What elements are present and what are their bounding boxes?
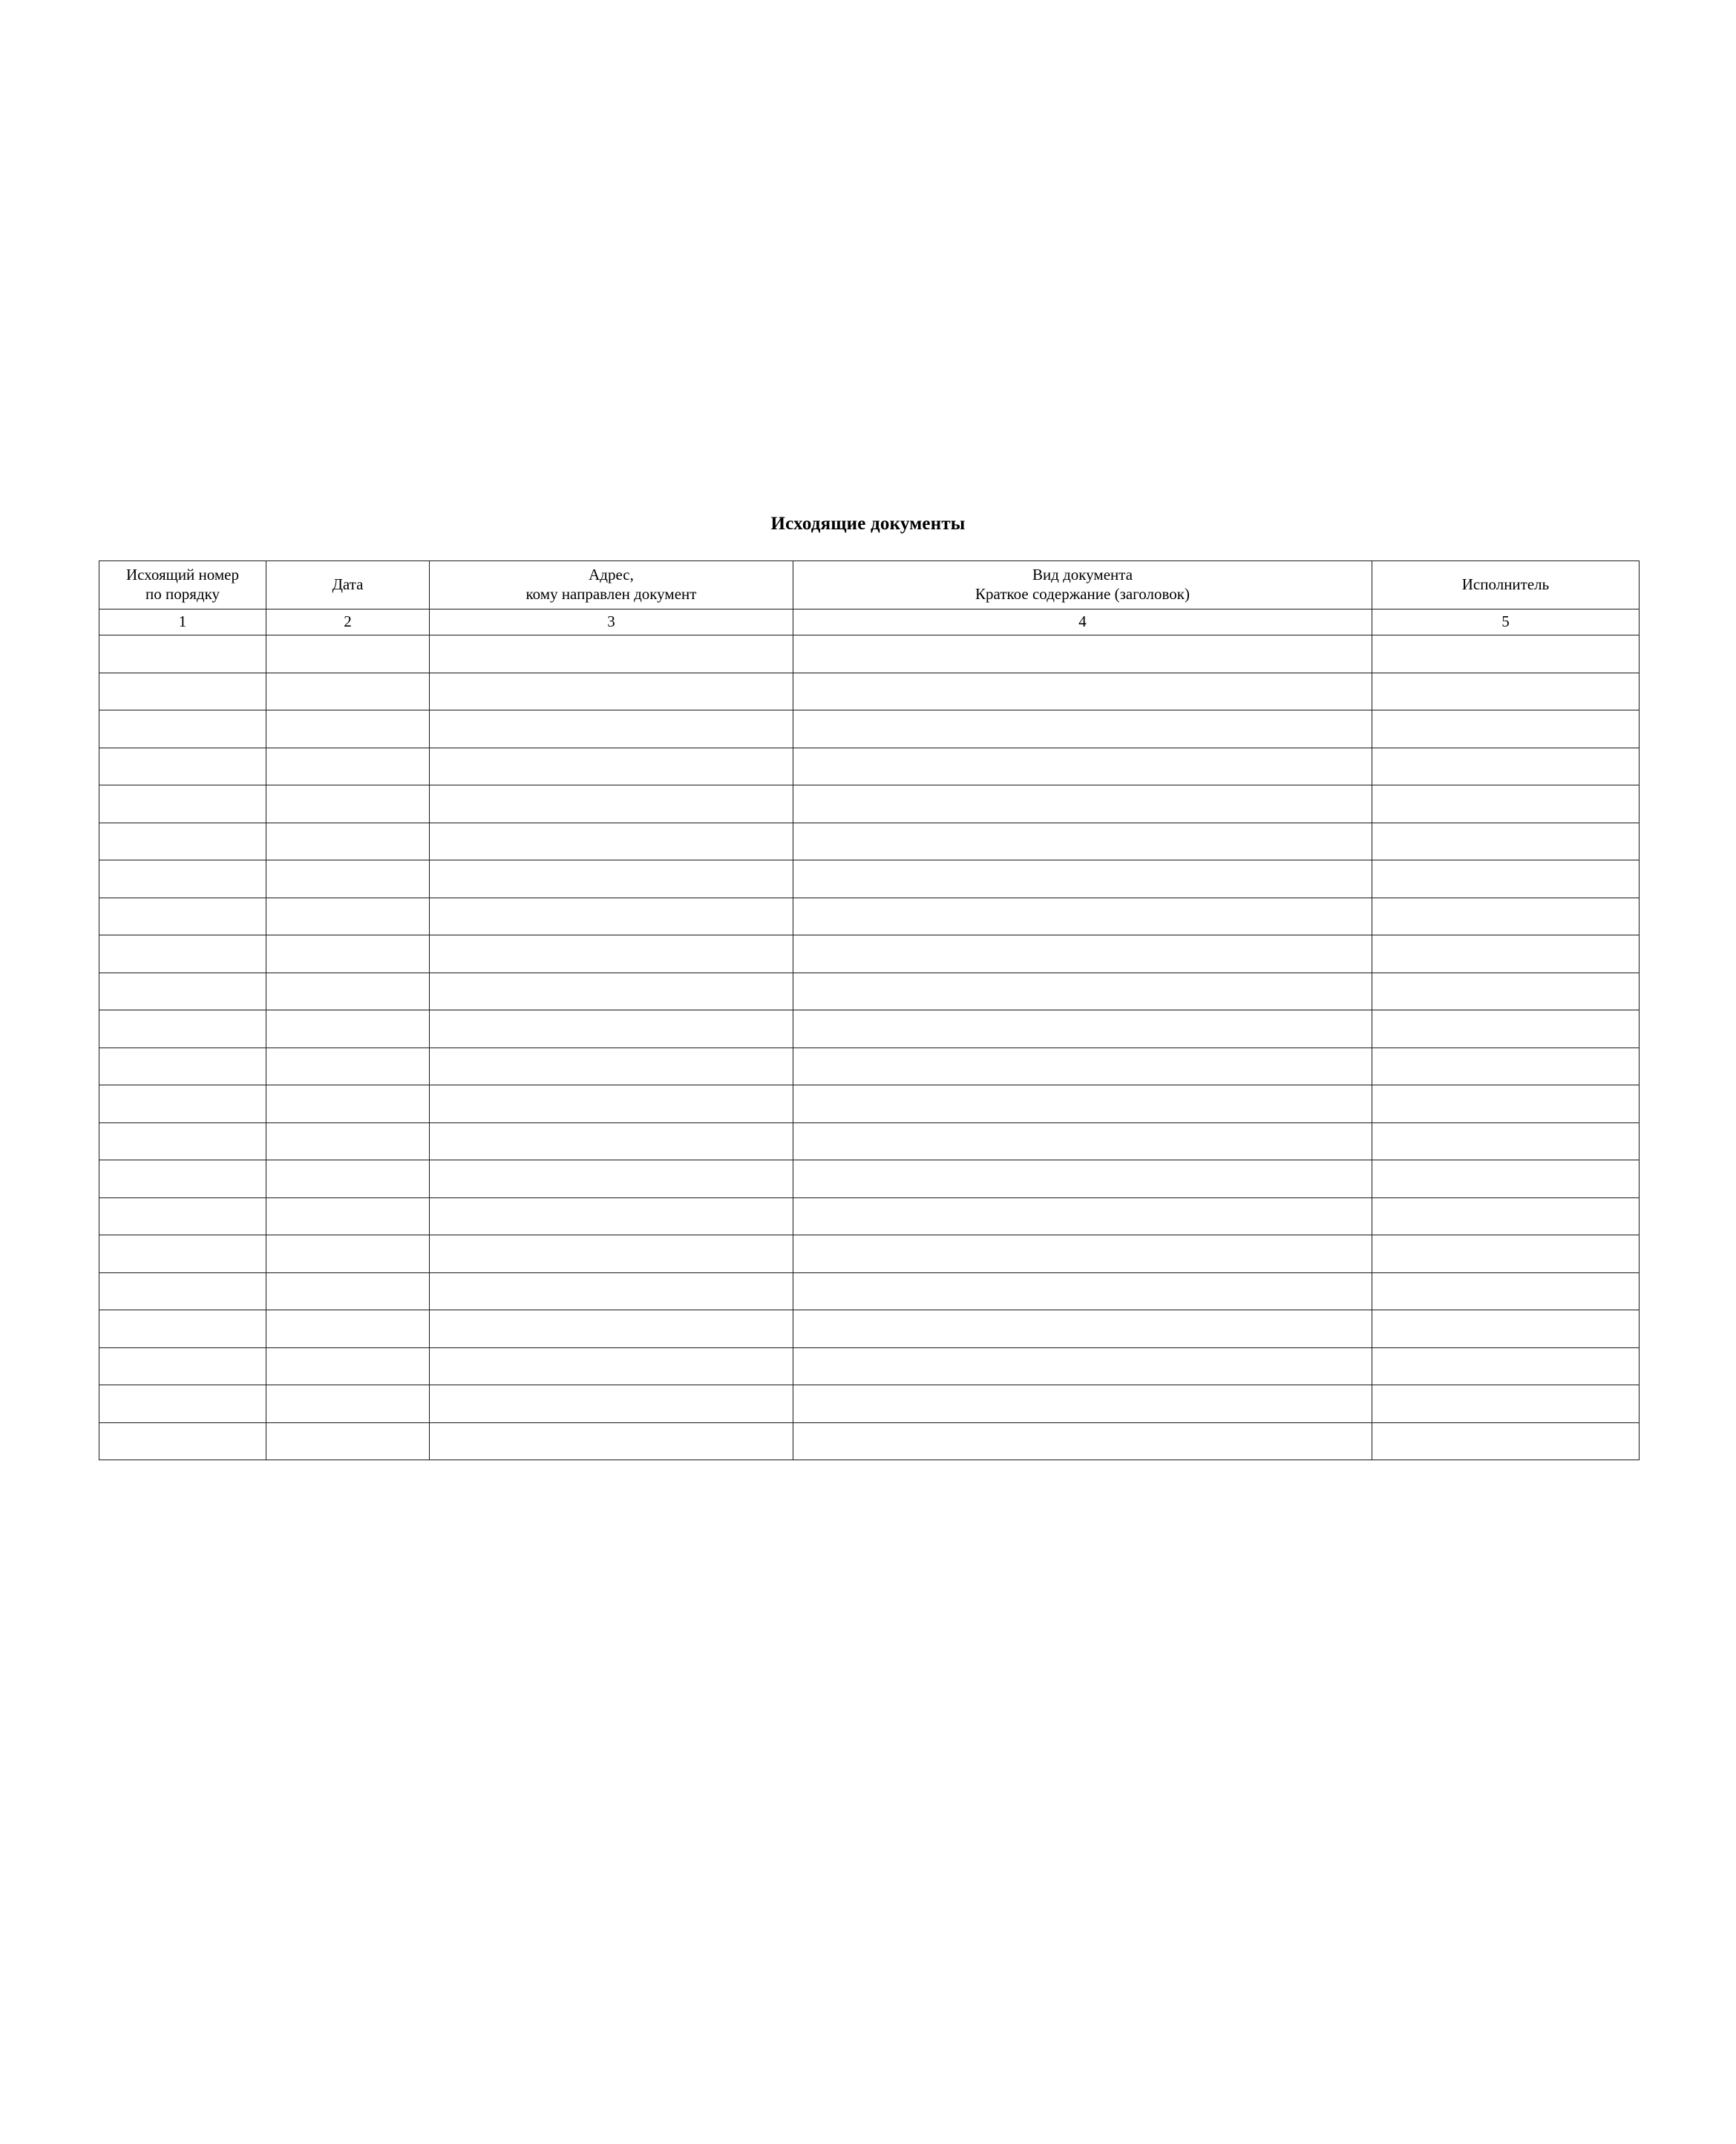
table-row[interactable]: [99, 823, 1640, 860]
column-number: 3: [430, 609, 793, 635]
table-cell[interactable]: [266, 673, 430, 710]
table-cell[interactable]: [430, 1422, 793, 1460]
table-cell[interactable]: [1372, 710, 1640, 748]
table-cell[interactable]: [99, 1347, 266, 1385]
table-cell[interactable]: [266, 748, 430, 785]
table-cell[interactable]: [99, 1385, 266, 1423]
table-cell[interactable]: [99, 1122, 266, 1160]
table-cell[interactable]: [266, 1385, 430, 1423]
table-cell[interactable]: [430, 1197, 793, 1235]
column-number: 2: [266, 609, 430, 635]
table-cell[interactable]: [430, 1347, 793, 1385]
column-header-line: Дата: [332, 575, 364, 594]
column-header-line: Исхоящий номер: [125, 566, 239, 584]
table-row[interactable]: [99, 1235, 1640, 1273]
table-cell[interactable]: [430, 785, 793, 823]
table-cell[interactable]: [99, 1048, 266, 1085]
table-cell[interactable]: [793, 973, 1372, 1010]
table-cell[interactable]: [793, 1235, 1372, 1273]
table-cell[interactable]: [793, 898, 1372, 935]
table-cell[interactable]: [430, 823, 793, 860]
table-cell[interactable]: [266, 635, 430, 673]
table-cell[interactable]: [430, 1010, 793, 1048]
table-row[interactable]: [99, 635, 1640, 673]
column-number: 5: [1372, 609, 1640, 635]
table-cell[interactable]: [793, 1310, 1372, 1348]
table-cell[interactable]: [266, 1122, 430, 1160]
table-cell[interactable]: [1372, 1347, 1640, 1385]
table-cell[interactable]: [793, 1347, 1372, 1385]
table-cell[interactable]: [793, 785, 1372, 823]
table-cell[interactable]: [793, 635, 1372, 673]
table-cell[interactable]: [266, 1272, 430, 1310]
outgoing-documents-table: [99, 560, 1640, 1460]
column-header-line: Вид документа: [1032, 566, 1133, 584]
table-row[interactable]: [99, 748, 1640, 785]
table-cell[interactable]: [99, 710, 266, 748]
table-cell[interactable]: [430, 1310, 793, 1348]
table-cell[interactable]: [99, 973, 266, 1010]
table-cell[interactable]: [793, 935, 1372, 973]
table-cell[interactable]: [266, 973, 430, 1010]
table-cell[interactable]: [1372, 1310, 1640, 1348]
table-cell[interactable]: [430, 1122, 793, 1160]
table-cell[interactable]: [1372, 973, 1640, 1010]
table-cell[interactable]: [99, 1310, 266, 1348]
table-row[interactable]: [99, 785, 1640, 823]
table-row[interactable]: [99, 898, 1640, 935]
table-cell[interactable]: [99, 1085, 266, 1123]
table-cell[interactable]: [793, 1048, 1372, 1085]
table-cell[interactable]: [99, 1235, 266, 1273]
table-cell[interactable]: [1372, 823, 1640, 860]
table-row[interactable]: [99, 1010, 1640, 1048]
table-cell[interactable]: [793, 673, 1372, 710]
table-cell[interactable]: [793, 1197, 1372, 1235]
table-cell[interactable]: [99, 1010, 266, 1048]
table-cell[interactable]: [793, 748, 1372, 785]
column-number-row: [99, 609, 1640, 635]
table-cell[interactable]: [793, 823, 1372, 860]
table-cell[interactable]: [430, 935, 793, 973]
table-cell[interactable]: [266, 1310, 430, 1348]
table-row[interactable]: [99, 1272, 1640, 1310]
table-header-row: [99, 561, 1640, 609]
table-cell[interactable]: [99, 785, 266, 823]
column-header-line: по порядку: [145, 585, 220, 603]
table-cell[interactable]: [266, 823, 430, 860]
table-cell[interactable]: [266, 1235, 430, 1273]
table-cell[interactable]: [430, 898, 793, 935]
table-cell[interactable]: [1372, 1385, 1640, 1423]
table-cell[interactable]: [1372, 860, 1640, 898]
table-cell[interactable]: [266, 860, 430, 898]
table-cell[interactable]: [266, 935, 430, 973]
table-cell[interactable]: [266, 1197, 430, 1235]
table-cell[interactable]: [430, 1160, 793, 1198]
table-cell[interactable]: [793, 1010, 1372, 1048]
table-cell[interactable]: [266, 1422, 430, 1460]
table-cell[interactable]: [430, 860, 793, 898]
column-header-line: Краткое содержание (заголовок): [975, 585, 1190, 603]
table-cell[interactable]: [1372, 748, 1640, 785]
table-cell[interactable]: [793, 1385, 1372, 1423]
table-row[interactable]: [99, 860, 1640, 898]
table-cell[interactable]: [266, 710, 430, 748]
column-number: 4: [793, 609, 1372, 635]
column-header-line: Адрес,: [589, 566, 634, 584]
table-head: [99, 561, 1640, 635]
table-cell[interactable]: [430, 673, 793, 710]
column-header-address: [430, 561, 793, 609]
table-cell[interactable]: [99, 1422, 266, 1460]
table-cell[interactable]: [1372, 1235, 1640, 1273]
table-row[interactable]: [99, 1122, 1640, 1160]
table-cell[interactable]: [430, 1235, 793, 1273]
table-cell[interactable]: [266, 1085, 430, 1123]
table-cell[interactable]: [430, 635, 793, 673]
table-cell[interactable]: [793, 1085, 1372, 1123]
table-cell[interactable]: [1372, 1122, 1640, 1160]
table-cell[interactable]: [430, 1272, 793, 1310]
table-cell[interactable]: [430, 1048, 793, 1085]
table-row[interactable]: [99, 1422, 1640, 1460]
table-body: [99, 635, 1640, 1460]
outgoing-documents-table-wrapper: [99, 560, 1639, 1460]
table-cell[interactable]: [1372, 1048, 1640, 1085]
table-row[interactable]: [99, 1347, 1640, 1385]
table-cell[interactable]: [1372, 1085, 1640, 1123]
table-row[interactable]: [99, 1085, 1640, 1123]
table-row[interactable]: [99, 1197, 1640, 1235]
table-cell[interactable]: [1372, 1160, 1640, 1198]
column-header-line: кому направлен документ: [525, 585, 697, 603]
table-cell[interactable]: [99, 1160, 266, 1198]
column-number: 1: [99, 609, 266, 635]
table-cell[interactable]: [99, 673, 266, 710]
table-cell[interactable]: [793, 1272, 1372, 1310]
table-cell[interactable]: [266, 1347, 430, 1385]
table-cell[interactable]: [266, 785, 430, 823]
table-cell[interactable]: [266, 898, 430, 935]
table-cell[interactable]: [430, 1085, 793, 1123]
table-cell[interactable]: [1372, 673, 1640, 710]
table-cell[interactable]: [430, 748, 793, 785]
page-title: Исходящие документы: [770, 514, 966, 534]
table-row[interactable]: [99, 1048, 1640, 1085]
table-cell[interactable]: [1372, 898, 1640, 935]
table-cell[interactable]: [99, 823, 266, 860]
table-cell[interactable]: [1372, 1272, 1640, 1310]
table-row[interactable]: [99, 935, 1640, 973]
table-cell[interactable]: [99, 1197, 266, 1235]
table-cell[interactable]: [266, 1160, 430, 1198]
table-cell[interactable]: [793, 860, 1372, 898]
table-cell[interactable]: [99, 860, 266, 898]
table-cell[interactable]: [1372, 1010, 1640, 1048]
table-cell[interactable]: [793, 710, 1372, 748]
table-cell[interactable]: [99, 1272, 266, 1310]
table-row[interactable]: [99, 1310, 1640, 1348]
table-cell[interactable]: [99, 935, 266, 973]
table-cell[interactable]: [1372, 935, 1640, 973]
table-cell[interactable]: [1372, 1422, 1640, 1460]
table-cell[interactable]: [430, 1385, 793, 1423]
table-row[interactable]: [99, 710, 1640, 748]
column-header-outgoing-number: [99, 561, 266, 609]
column-header-document-type: [793, 561, 1372, 609]
table-cell[interactable]: [1372, 785, 1640, 823]
table-cell[interactable]: [266, 1010, 430, 1048]
table-row[interactable]: [99, 973, 1640, 1010]
table-row[interactable]: [99, 673, 1640, 710]
table-cell[interactable]: [99, 898, 266, 935]
table-row[interactable]: [99, 1160, 1640, 1198]
table-cell[interactable]: [266, 1048, 430, 1085]
table-cell[interactable]: [793, 1160, 1372, 1198]
table-cell[interactable]: [99, 635, 266, 673]
table-cell[interactable]: [430, 973, 793, 1010]
column-header-executor: [1372, 561, 1640, 609]
table-row[interactable]: [99, 1385, 1640, 1423]
table-cell[interactable]: [430, 710, 793, 748]
table-cell[interactable]: [1372, 1197, 1640, 1235]
table-cell[interactable]: [99, 748, 266, 785]
table-cell[interactable]: [1372, 635, 1640, 673]
table-cell[interactable]: [793, 1422, 1372, 1460]
column-header-date: [266, 561, 430, 609]
column-header-line: Исполнитель: [1461, 575, 1550, 594]
table-cell[interactable]: [793, 1122, 1372, 1160]
